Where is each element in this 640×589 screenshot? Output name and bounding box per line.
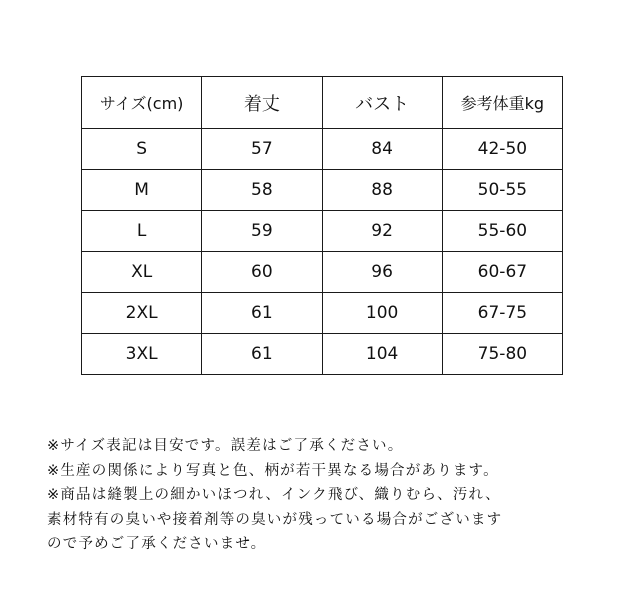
note-line: ※商品は縫製上の細かいほつれ、インク飛び、織りむら、汚れ、 xyxy=(47,487,501,503)
cell-weight: 60-67 xyxy=(442,252,562,293)
note-line: ※生産の関係により写真と色、柄が若干異なる場合があります。 xyxy=(47,462,499,479)
cell-weight: 75-80 xyxy=(442,334,562,375)
cell-length: 61 xyxy=(202,334,322,375)
cell-weight: 50-55 xyxy=(442,170,562,211)
cell-bust: 88 xyxy=(322,170,442,211)
cell-weight: 42-50 xyxy=(442,129,562,170)
header-bust: バスト xyxy=(322,77,442,129)
table-row xyxy=(82,334,563,375)
cell-length: 58 xyxy=(202,170,322,211)
cell-length: 59 xyxy=(202,211,322,252)
table-row xyxy=(82,293,563,334)
note-line: 素材特有の臭いや接着剤等の臭いが残っている場合がございます xyxy=(47,511,503,528)
cell-length: 57 xyxy=(202,129,322,170)
cell-bust: 100 xyxy=(322,293,442,334)
cell-size: L xyxy=(82,211,202,252)
size-chart-table xyxy=(81,76,563,375)
cell-size: S xyxy=(82,129,202,170)
cell-size: 3XL xyxy=(82,334,202,375)
header-weight: 参考体重kg xyxy=(442,77,562,129)
table-header-row xyxy=(82,77,563,129)
cell-bust: 84 xyxy=(322,129,442,170)
cell-length: 60 xyxy=(202,252,322,293)
note-line: ので予めご了承くださいませ。 xyxy=(47,536,267,552)
cell-weight: 67-75 xyxy=(442,293,562,334)
header-size: サイズ(cm) xyxy=(82,77,202,129)
cell-size: XL xyxy=(82,252,202,293)
header-length: 着丈 xyxy=(202,77,322,129)
table-row xyxy=(82,170,563,211)
cell-size: 2XL xyxy=(82,293,202,334)
table-row xyxy=(82,129,563,170)
cell-size: M xyxy=(82,170,202,211)
table-row xyxy=(82,211,563,252)
note-line: ※サイズ表記は目安です。誤差はご了承ください。 xyxy=(47,438,404,454)
cell-weight: 55-60 xyxy=(442,211,562,252)
notes-block xyxy=(47,434,627,557)
cell-bust: 96 xyxy=(322,252,442,293)
table-row xyxy=(82,252,563,293)
cell-bust: 92 xyxy=(322,211,442,252)
cell-length: 61 xyxy=(202,293,322,334)
cell-bust: 104 xyxy=(322,334,442,375)
